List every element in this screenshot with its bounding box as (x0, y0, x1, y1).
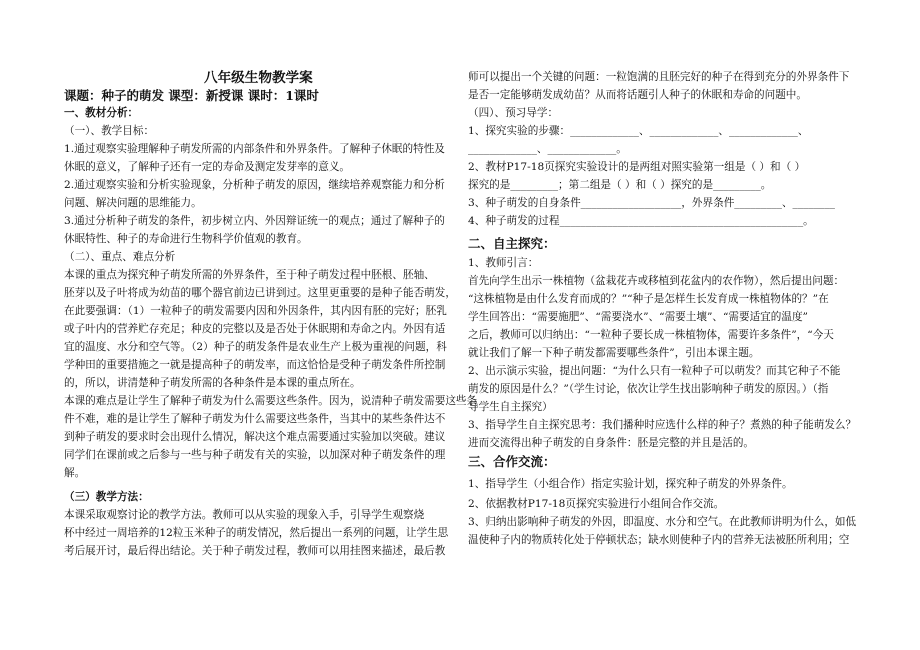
text-line: 1、指导学生（小组合作）指定实验计划，探究种子萌发的外界条件。 (468, 478, 793, 490)
text-line: 3、指导学生自主探究思考：我们播种时应选什么样的种子？煮熟的种子能萌发么？ (468, 419, 857, 431)
text-line: 3、种子萌发的自身条件___________________，外界条件_________、________ (468, 197, 835, 209)
text-line: 是否一定能够萌发成幼苗？从而将话题引人种子的休眠和寿命的问题中。 (468, 89, 807, 101)
text-line: 就让我们了解一下种子萌发都需要哪些条件”，引出本课主题。 (468, 347, 760, 359)
text-line: （一）、教学目标： (64, 125, 155, 137)
text-line: 休眠的意义，了解种子还有一定的寿命及测定发芽率的意义。 (64, 161, 351, 173)
text-line: （二）、重点、难点分析 (64, 251, 176, 263)
text-line: 首先向学生出示一株植物（盆栽花卉或移植到花盆内的农作物），然后提出问题： (468, 275, 845, 287)
text-line: 探究的是_________；第二组是（ ）和（ ）探究的是_________。 (468, 179, 772, 191)
text-line: 本课采取观察讨论的教学方法。教师可以从实验的现象入手，引导学生观察烧 (64, 509, 425, 521)
text-line: 在此要强调：（1）一粒种子的萌发需要内因和外因条件，其内因有胚的完好；胚乳 (64, 305, 447, 317)
text-line: 二、自主探究： (468, 236, 556, 251)
text-line: _____________、_____________。 (468, 143, 627, 155)
text-line: 萌发的原因是什么？”（学生讨论，依次让学生找出影响种子萌发的原因。）（指 (468, 383, 829, 395)
text-line: 1、探究实验的步骤：_____________、_____________、_____________、 (468, 125, 809, 137)
text-line: 课题：种子的萌发 课型：新授课 课时：1课时 (64, 88, 319, 103)
text-line: 之后，教师可以归纳出：“一粒种子要长成一株植物体，需要许多条件”，“今天 (468, 329, 834, 341)
text-line: 进而交流得出种子萌发的自身条件：胚是完整的并且是活的。 (468, 437, 755, 449)
text-line: 1、教师引言： (468, 257, 539, 269)
text-line: 2、依据教材P17-18页探究实验进行小组间合作交流。 (468, 498, 725, 510)
text-line: 件不难，难的是让学生了解种子萌发为什么需要这些条件，当其中的某些条件达不 (64, 413, 446, 425)
text-line: 考后展开讨，最后得出结论。关于种子萌发过程，教师可以用挂图来描述，最后教 (64, 545, 446, 557)
text-line: （三）教学方法： (64, 491, 149, 503)
text-line: （四）、预习导学： (468, 107, 559, 119)
text-line: “这株植物是由什么发育而成的？”“种子是怎样生长发育成一株植物体的？”在 (468, 293, 829, 305)
text-line: 三、合作交流： (468, 454, 556, 469)
text-line: 2、出示演示实验，提出问题：“为什么只有一粒种子可以萌发？而其它种子不能 (468, 365, 841, 377)
text-line: 胚芽以及子叶将成为幼苗的哪个器官前边已讲到过。这里更重要的是种子能否萌发， (64, 287, 456, 299)
text-line: 学种田的重要措施之一就是提高种子的萌发率，而这恰恰是受种子萌发条件所控制 (64, 359, 446, 371)
text-line: 问题、解决问题的思维能力。 (64, 197, 202, 209)
text-line: 4、种子萌发的过程______________________________________________。 (468, 215, 814, 227)
text-line: 一、教材分析： (64, 107, 139, 119)
text-line: 或子叶内的营养贮存充足；种皮的完整以及是否处于休眠期和寿命之内。外因有适 (64, 323, 446, 335)
text-line: 本课的难点是让学生了解种子萌发为什么需要这些条件。因为，说清种子萌发需要这些条 (64, 395, 478, 407)
document-title: 八年级生物教学案 (204, 70, 313, 86)
text-line: 的，所以，讲清楚种子萌发所需的各种条件是本课的重点所在。 (64, 377, 361, 389)
text-line: 同学们在课前或之后参与一些与种子萌发有关的实验，以加深对种子萌发条件的理 (64, 449, 446, 461)
text-line: 学生回答出：“需要施肥”、“需要浇水”、“需要土壤”、“需要适宜的温度” (468, 311, 808, 323)
text-line: 解。 (64, 467, 86, 479)
text-line: 2、教材P17-18页探究实验设计的是两组对照实验第一组是（ ）和（ ） (468, 161, 806, 173)
text-line: 1.通过观察实验理解种子萌发所需的内部条件和外界条件。了解种子休眠的特性及 (64, 143, 445, 155)
text-line: 到种子萌发的要求时会出现什么情况，解决这个难点需要通过实验加以突破。建议 (64, 431, 446, 443)
text-line: 本课的重点为探究种子萌发所需的外界条件，至于种子萌发过程中胚根、胚轴、 (64, 269, 435, 281)
text-line: 2.通过观察实验和分析实验现象，分析种子萌发的原因，继续培养观察能力和分析 (64, 179, 445, 191)
text-line: 3、归纳出影响种子萌发的外因，即温度、水分和空气。在此教师讲明为什么，如低 (468, 516, 857, 528)
text-line: 宜的温度、水分和空气等。（2）种子的萌发条件是农业生产上极为重视的问题，科 (64, 341, 447, 353)
text-line: 师可以提出一个关键的问题：一粒饱满的且胚完好的种子在得到充分的外界条件下 (468, 71, 850, 83)
text-line: 杯中经过一周培养的12粒玉米种子的萌发情况，然后提出一系列的问题，让学生思 (64, 527, 449, 539)
text-line: 导学生自主探究） (468, 401, 553, 413)
text-line: 休眠特性、种子的寿命进行生物科学价值观的教育。 (64, 233, 308, 245)
text-line: 3.通过分析种子萌发的条件，初步树立内、外因辩证统一的观点；通过了解种子的 (64, 215, 445, 227)
text-line: 温使种子内的物质转化处于停顿状态；缺水则使种子内的营养无法被胚所利用；空 (468, 534, 850, 546)
